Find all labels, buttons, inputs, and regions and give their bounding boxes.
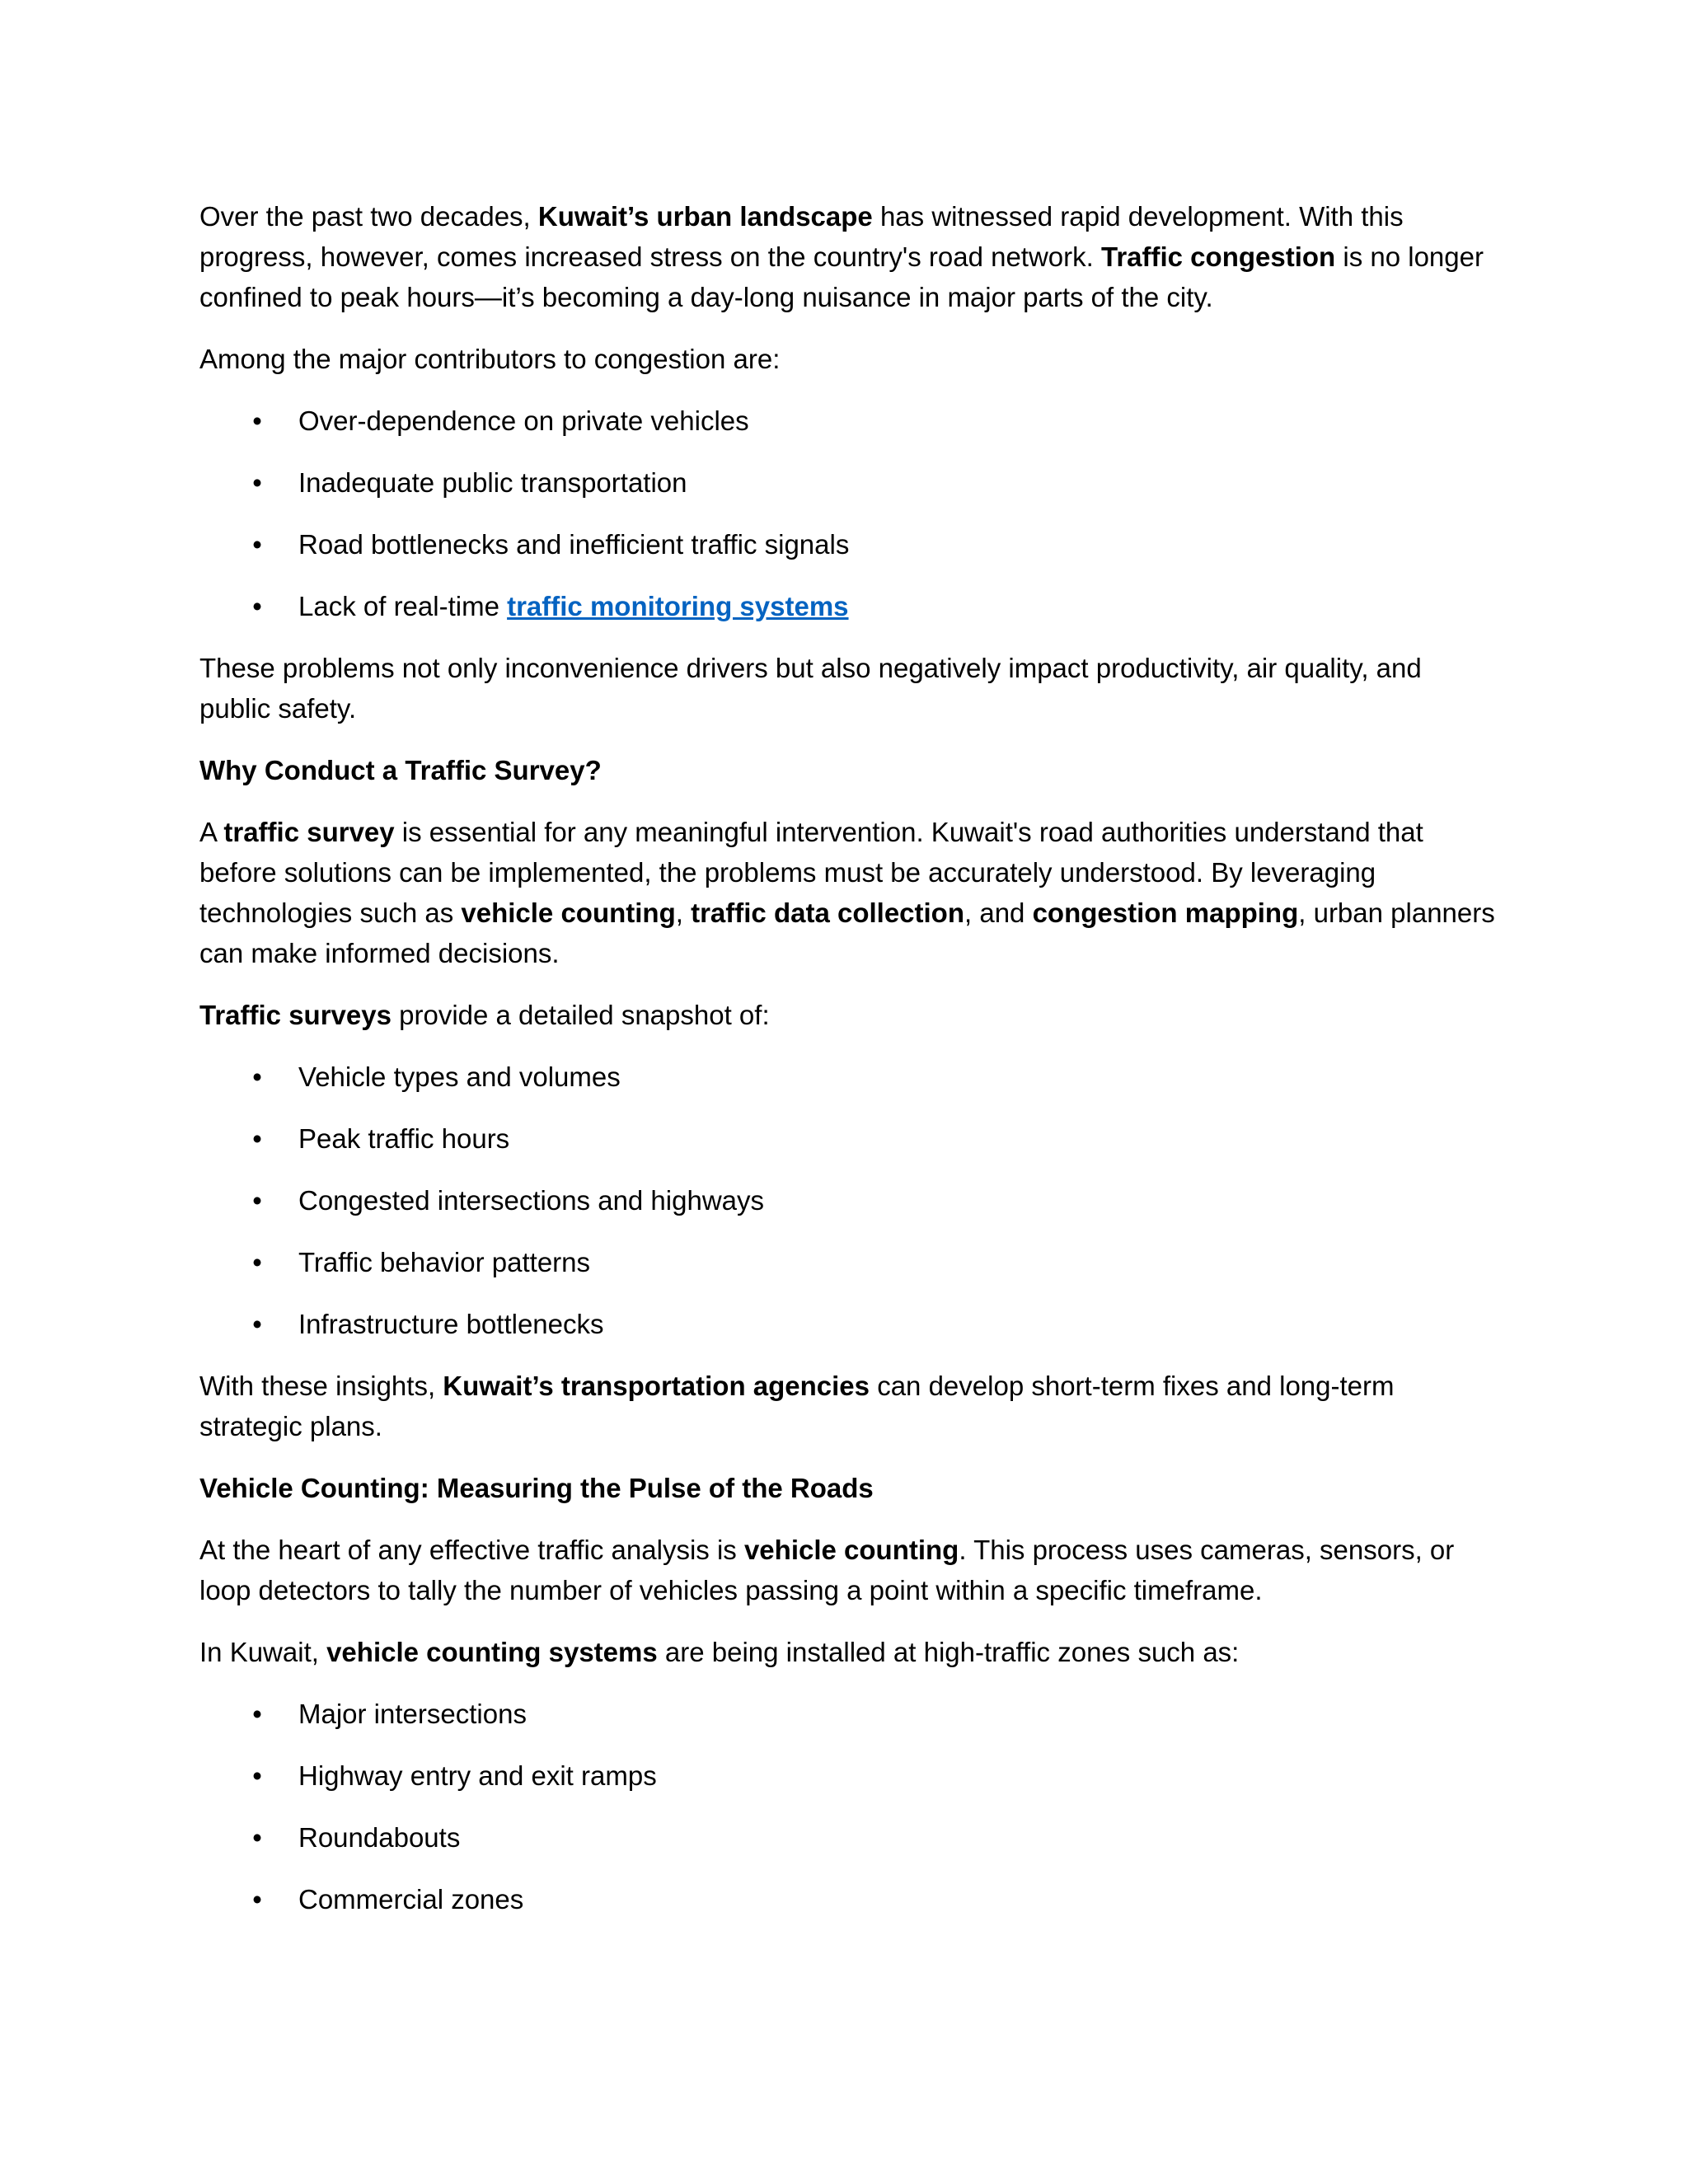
zones-lead: In Kuwait, vehicle counting systems are being installed at high-traffic zones such as: [199, 1637, 1240, 1667]
list-item: • Peak traffic hours [199, 1118, 1498, 1159]
bullet-icon: • [252, 1185, 262, 1216]
bold-text: Kuwait’s urban landscape [537, 201, 873, 232]
bold-text: Traffic congestion [1100, 241, 1336, 272]
list-item: • Infrastructure bottlenecks [199, 1304, 1498, 1344]
bullet-icon: • [252, 1247, 262, 1277]
contributors-list [199, 401, 1498, 626]
insights-paragraph: With these insights, Kuwait’s transportation agencies can develop short-term fixes and long-term strategic plans. [199, 1371, 1395, 1441]
bullet-icon: • [252, 1822, 262, 1853]
impact-paragraph: These problems not only inconvenience drivers but also negatively impact productivity, air quality, and public safety. [199, 653, 1422, 724]
survey-paragraph: A traffic survey is essential for any meaningful intervention. Kuwait's road authorities understand that before solutions can be implemented, the problems must be accurately understood. By leveraging technologies such as vehicle counting, traffic data collection, and congestion mapping, urban planners can make informed decisions. [199, 817, 1495, 968]
list-item: • Highway entry and exit ramps [199, 1755, 1498, 1796]
bold-text: traffic survey [223, 817, 395, 847]
bullet-icon: • [252, 591, 262, 621]
bullet-icon: • [252, 1699, 262, 1729]
list-item: • Road bottlenecks and inefficient traffic signals [199, 524, 1498, 565]
bullet-icon: • [252, 529, 262, 560]
section-heading: Vehicle Counting: Measuring the Pulse of the Roads [199, 1473, 874, 1503]
bold-text: Kuwait’s transportation agencies [443, 1371, 870, 1401]
list-item: • Congested intersections and highways [199, 1180, 1498, 1221]
snapshot-list [199, 1057, 1498, 1344]
bullet-icon: • [252, 405, 262, 436]
list-item: • Roundabouts [199, 1817, 1498, 1858]
zones-list [199, 1694, 1498, 1919]
bullet-icon: • [252, 1123, 262, 1154]
list-item: • Over-dependence on private vehicles [199, 401, 1498, 441]
bold-text: vehicle counting systems [326, 1637, 658, 1667]
bullet-icon: • [252, 1760, 262, 1791]
list-item: • Major intersections [199, 1694, 1498, 1734]
counting-paragraph: At the heart of any effective traffic analysis is vehicle counting. This process uses cameras, sensors, or loop detectors to tally the number of vehicles passing a point within a specific timeframe. [199, 1535, 1455, 1605]
snapshot-lead: Traffic surveys provide a detailed snapshot of: [199, 1000, 770, 1030]
list-item: • Lack of real-time traffic monitoring systems [199, 586, 1498, 626]
bold-text: congestion mapping [1032, 898, 1299, 928]
document-body [199, 196, 1498, 1941]
list-item: • Traffic behavior patterns [199, 1242, 1498, 1282]
bullet-icon: • [252, 1062, 262, 1092]
bold-text: vehicle counting [461, 898, 676, 928]
bullet-icon: • [252, 467, 262, 498]
bullet-icon: • [252, 1309, 262, 1339]
contributors-lead: Among the major contributors to congestion are: [199, 344, 781, 374]
traffic-monitoring-link[interactable]: traffic monitoring systems [507, 591, 849, 621]
bold-text: traffic data collection [691, 898, 964, 928]
bold-text: Traffic surveys [199, 1000, 392, 1030]
section-heading: Why Conduct a Traffic Survey? [199, 755, 602, 785]
list-item: • Commercial zones [199, 1879, 1498, 1919]
intro-paragraph: Over the past two decades, Kuwait’s urban landscape has witnessed rapid development. With this progress, however, comes increased stress on the country's road network. Traffic congestion is no longer confined to peak hours—it’s becoming a day-long nuisance in major parts of the city. [199, 201, 1484, 312]
list-item: • Inadequate public transportation [199, 462, 1498, 503]
bullet-icon: • [252, 1884, 262, 1915]
list-item: • Vehicle types and volumes [199, 1057, 1498, 1097]
bold-text: vehicle counting [743, 1535, 959, 1565]
